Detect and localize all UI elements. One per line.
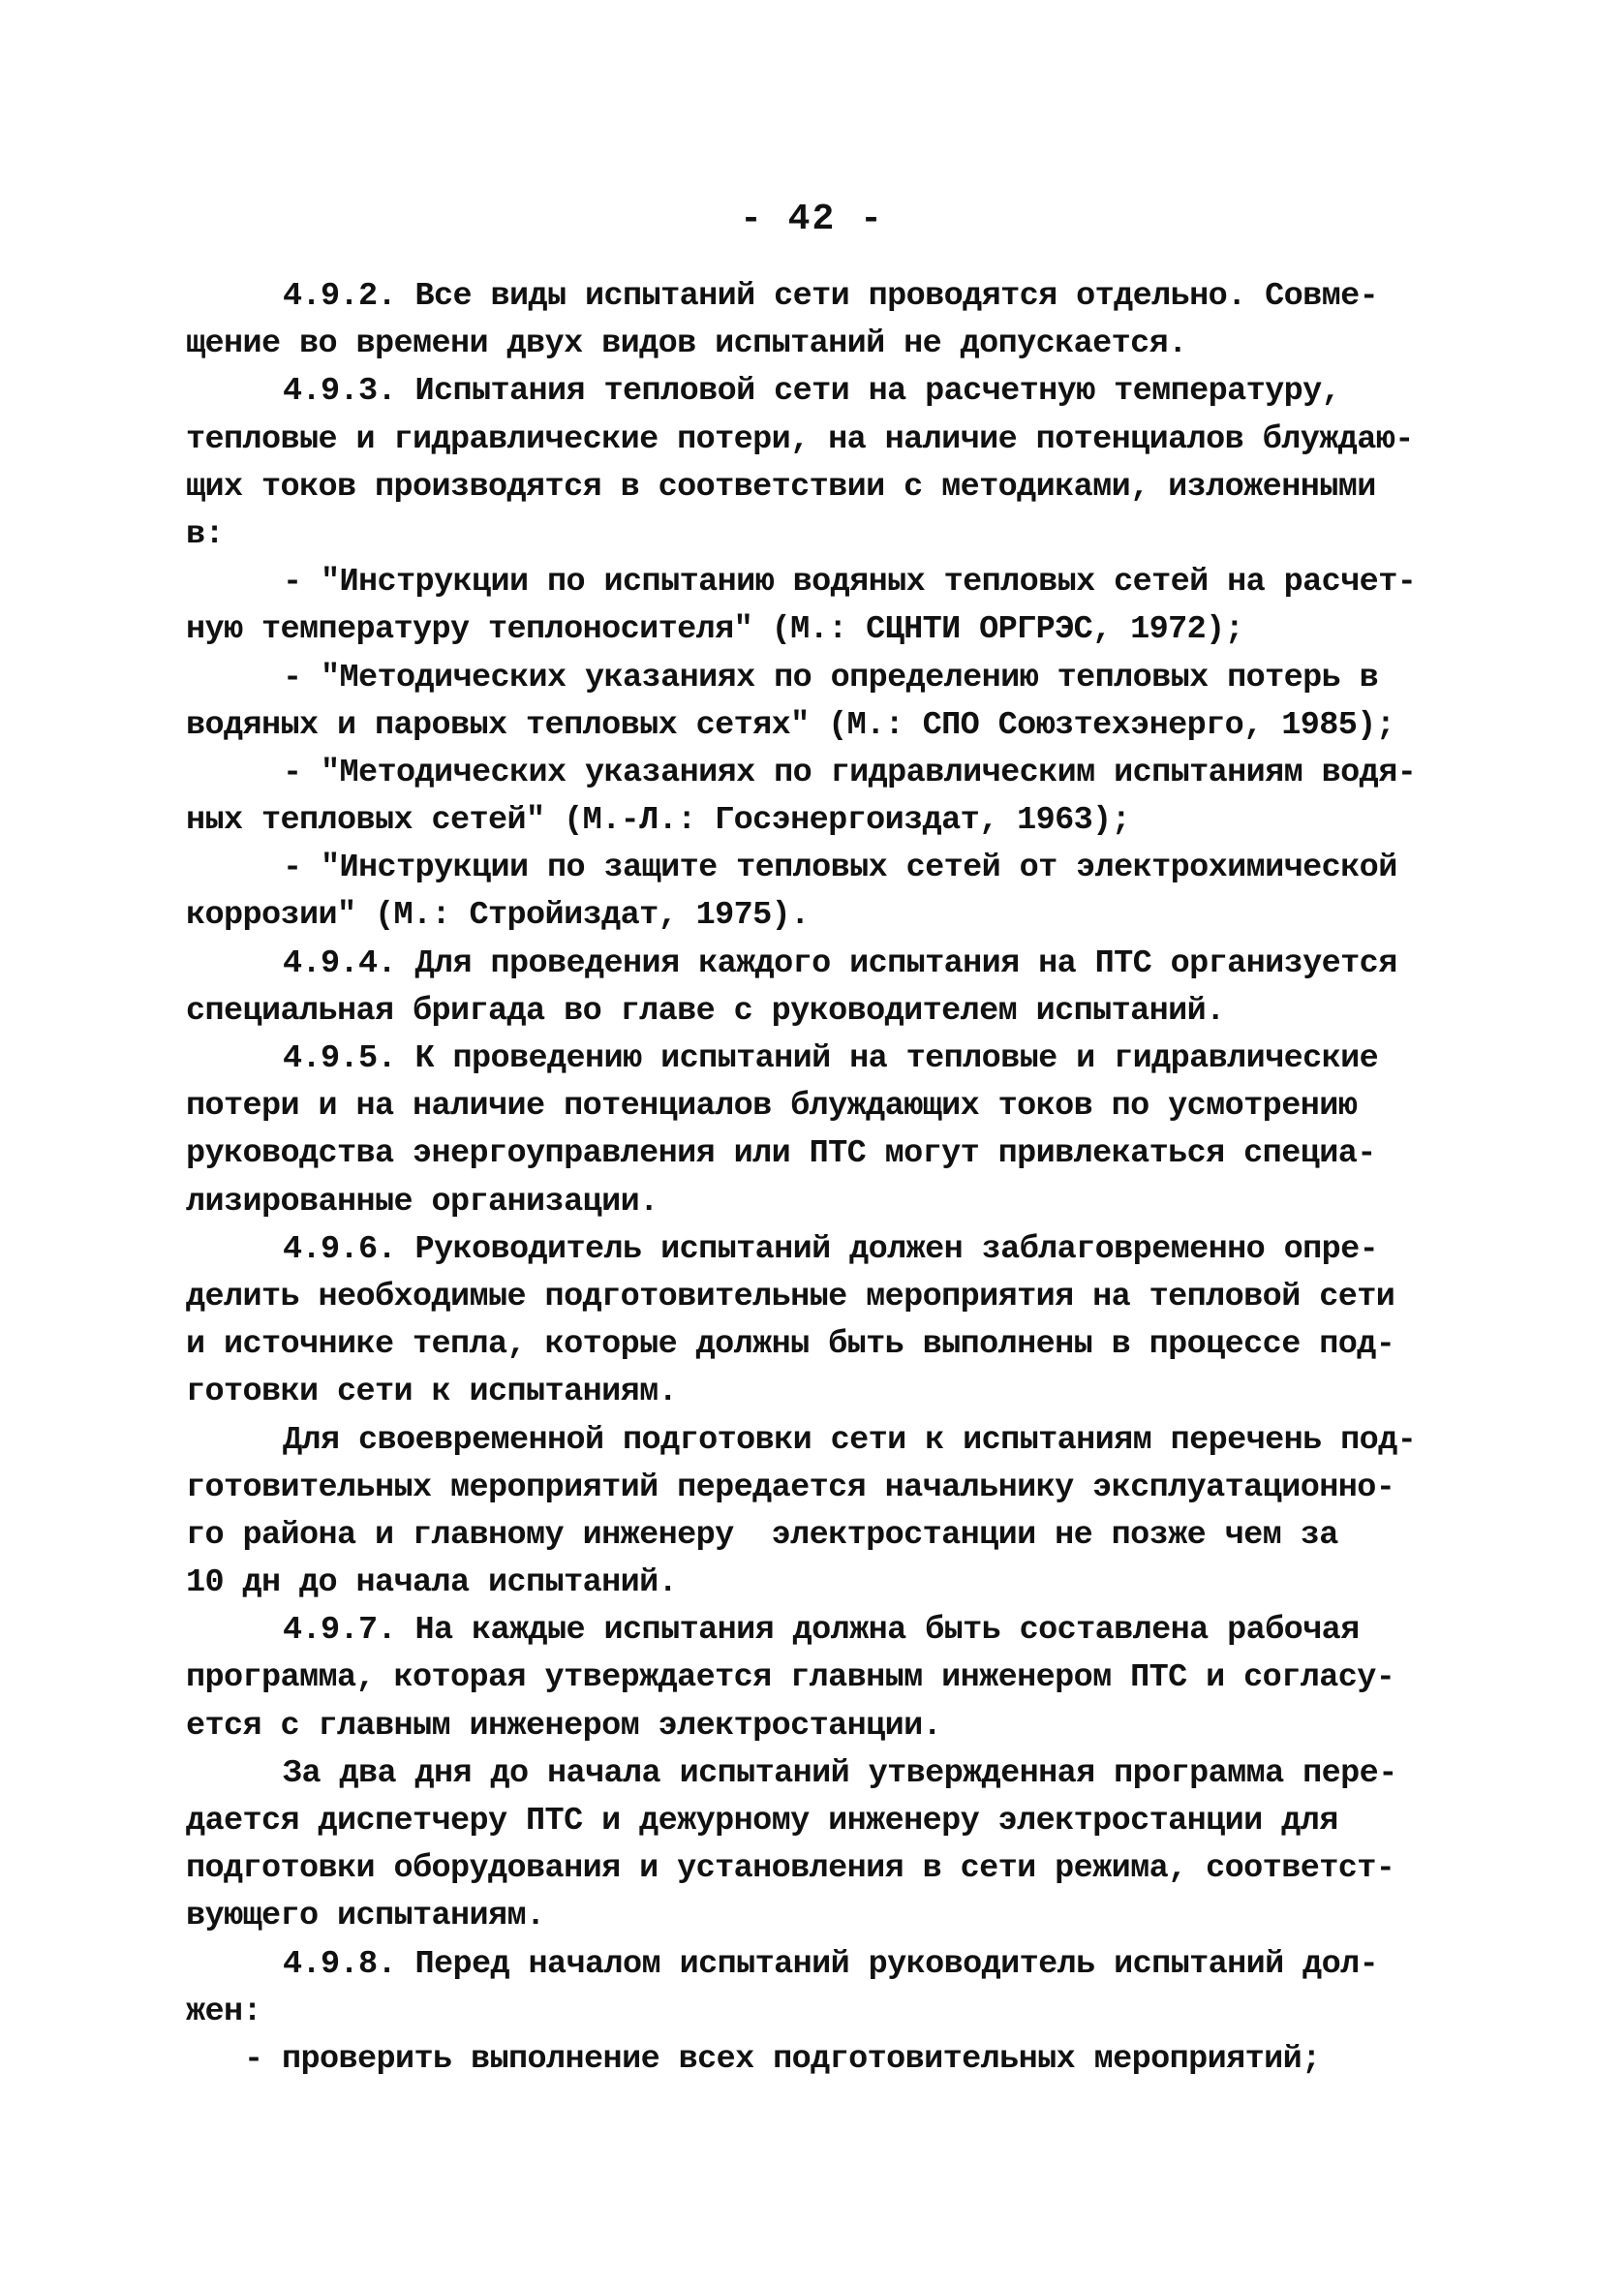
text-line: 4.9.7. На каждые испытания должна быть составлена рабочая (283, 1612, 1360, 1650)
text-line: дается диспетчеру ПТС и дежурному инженеру электростанции для (186, 1803, 1338, 1840)
text-line: - "Инструкции по защите тепловых сетей от электрохимической (283, 850, 1397, 887)
text-line: специальная бригада во главе с руководителем испытаний. (186, 992, 1225, 1030)
text-line: готовки сети к испытаниям. (186, 1374, 678, 1411)
page-number: - 42 - (740, 199, 884, 240)
text-line: потери и на наличие потенциалов блуждающих токов по усмотрению (186, 1088, 1358, 1126)
text-line: го района и главному инженеру электростанции не позже чем за (186, 1516, 1338, 1554)
text-line: коррозии" (М.: Стройиздат, 1975). (186, 897, 810, 935)
text-line: За два дня до начала испытаний утвержденная программа пере- (283, 1754, 1397, 1792)
text-line: тепловые и гидравлические потери, на наличие потенциалов блуждаю- (186, 420, 1414, 458)
text-line: водяных и паровых тепловых сетях" (М.: СПО Союзтехэнерго, 1985); (186, 706, 1395, 744)
text-line: вующего испытаниям. (186, 1898, 545, 1935)
text-line: ных тепловых сетей" (М.-Л.: Госэнергоиздат, 1963); (186, 802, 1131, 840)
text-line: готовительных мероприятий передается начальнику эксплуатационно- (186, 1469, 1395, 1506)
text-line: 4.9.3. Испытания тепловой сети на расчетную температуру, (283, 373, 1341, 411)
text-line: Для своевременной подготовки сети к испытаниям перечень под- (283, 1421, 1417, 1459)
text-line: 4.9.2. Все виды испытаний сети проводятся отдельно. Совме- (283, 278, 1379, 315)
text-line: руководства энергоуправления или ПТС могут привлекаться специа- (186, 1135, 1376, 1173)
text-line: ется с главным инженером электростанции. (186, 1707, 942, 1745)
text-line: 4.9.5. К проведению испытаний на тепловые и гидравлические (283, 1040, 1379, 1077)
text-line: программа, которая утверждается главным инженером ПТС и согласу- (186, 1659, 1395, 1697)
text-line: и источнике тепла, которые должны быть выполнены в процессе под- (186, 1326, 1395, 1364)
text-line: щих токов производятся в соответствии с методиками, изложенными (186, 468, 1376, 506)
text-line: 4.9.8. Перед началом испытаний руководитель испытаний дол- (283, 1945, 1379, 1983)
text-line: ную температуру теплоносителя" (М.: СЦНТИ ОРГРЭС, 1972); (186, 611, 1244, 649)
text-line: жен: (186, 1993, 262, 2030)
text-line: делить необходимые подготовительные мероприятия на тепловой сети (186, 1278, 1395, 1315)
text-line: 4.9.6. Руководитель испытаний должен заблаговременно опре- (283, 1230, 1379, 1268)
text-line: - "Инструкции по испытанию водяных тепловых сетей на расчет- (283, 564, 1417, 602)
document-body (186, 273, 1445, 2084)
text-line: - проверить выполнение всех подготовительных мероприятий; (244, 2040, 1321, 2078)
text-line: 4.9.4. Для проведения каждого испытания на ПТС организуется (283, 944, 1397, 982)
text-line: - "Методических указаниях по гидравлическим испытаниям водя- (283, 754, 1417, 791)
text-line: 10 дн до начала испытаний. (186, 1564, 678, 1602)
text-line: лизированные организации. (186, 1183, 659, 1221)
text-line: подготовки оборудования и установления в сети режима, соответст- (186, 1850, 1395, 1888)
text-line: в: (186, 515, 225, 553)
text-line: щение во времени двух видов испытаний не допускается. (186, 325, 1187, 363)
text-line: - "Методических указаниях по определению тепловых потерь в (283, 659, 1379, 696)
